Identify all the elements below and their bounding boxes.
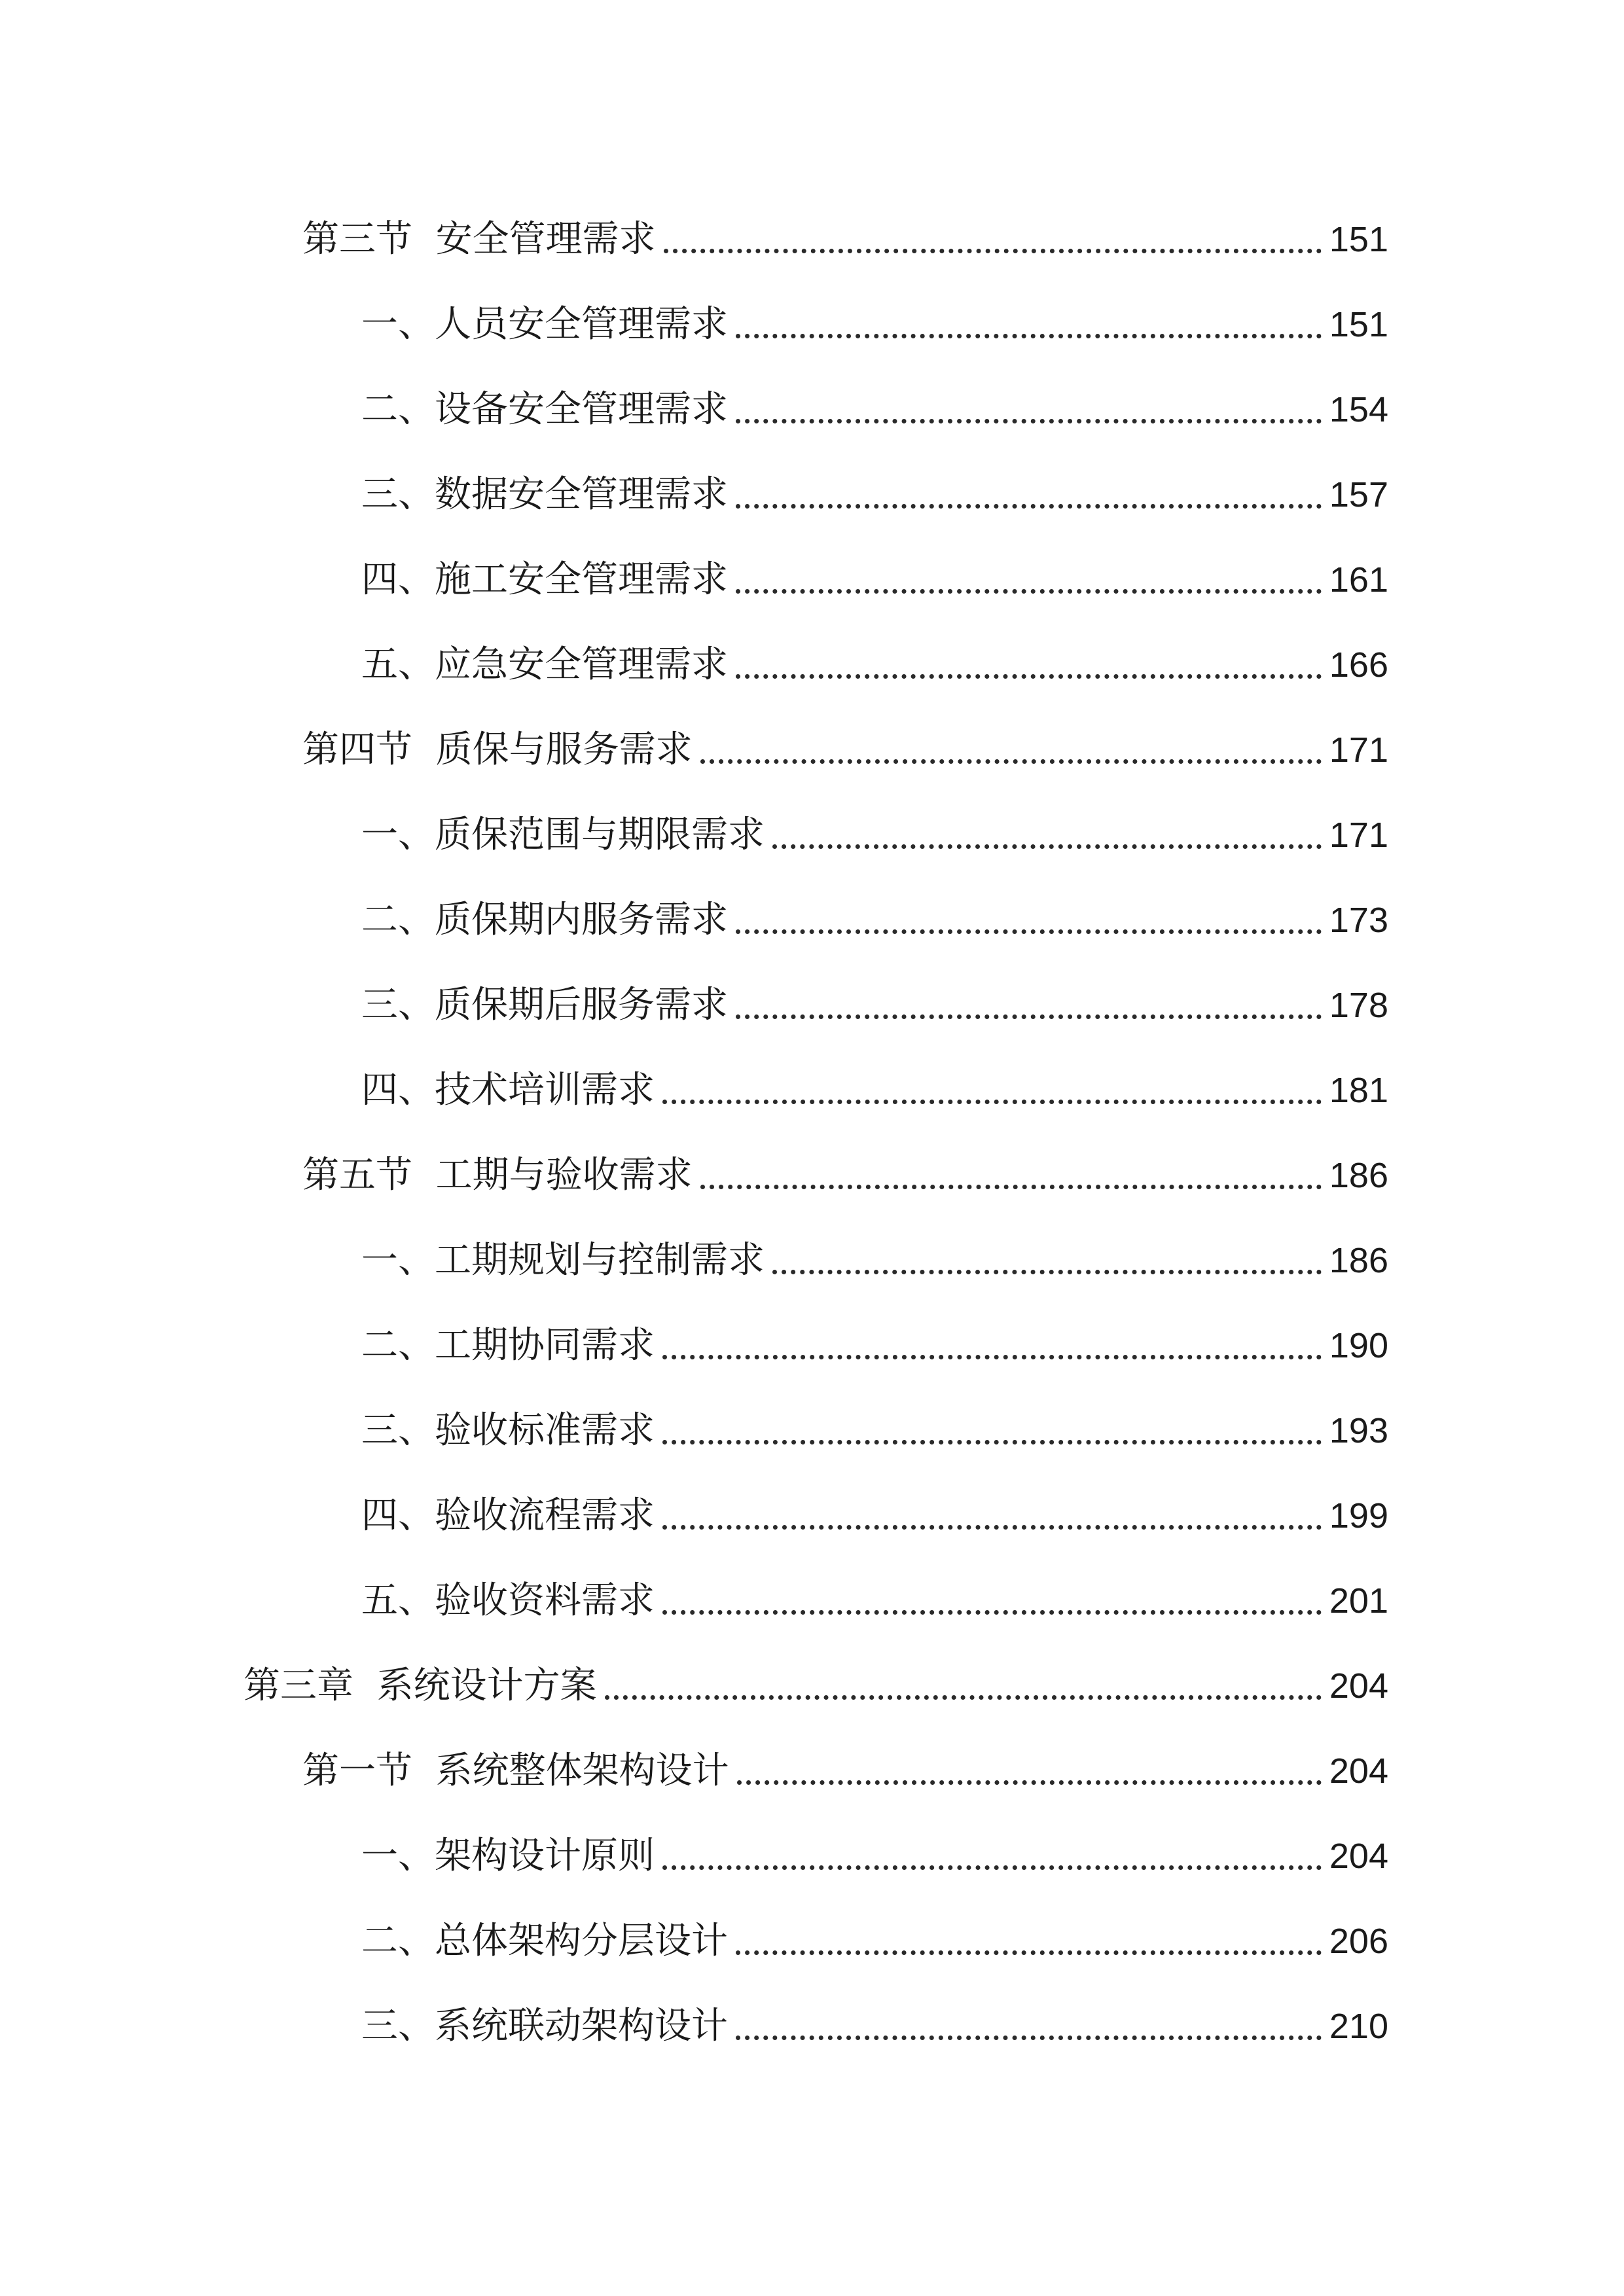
toc-page-number: 161	[1329, 560, 1388, 600]
toc-entry-subsection[interactable]	[361, 1905, 1388, 1977]
toc-dot-leader	[662, 1440, 1322, 1444]
toc-entry-chapter[interactable]	[244, 1650, 1388, 1722]
toc-page-number: 193	[1329, 1411, 1388, 1450]
toc-entry-title: 第三节 安全管理需求	[302, 218, 656, 260]
toc-entry-section[interactable]	[302, 1735, 1388, 1807]
toc-dot-leader	[700, 759, 1322, 764]
toc-entry-subsection[interactable]	[361, 884, 1388, 956]
toc-entry-title: 四、施工安全管理需求	[361, 558, 728, 601]
toc-page-number: 186	[1329, 1156, 1388, 1195]
toc-entry-title: 二、设备安全管理需求	[361, 388, 728, 431]
toc-dot-leader	[736, 504, 1322, 509]
toc-entry-title: 二、工期协同需求	[361, 1324, 655, 1367]
toc-page-number: 210	[1329, 2007, 1388, 2046]
toc-dot-leader	[737, 1780, 1322, 1785]
toc-entry-subsection[interactable]	[361, 1565, 1388, 1637]
toc-entry-title: 三、验收标准需求	[361, 1409, 655, 1452]
toc-page-number: 204	[1329, 1837, 1388, 1876]
toc-dot-leader	[736, 589, 1322, 594]
toc-entry-title: 四、验收流程需求	[361, 1494, 655, 1537]
toc-entry-subsection[interactable]	[361, 1395, 1388, 1467]
toc-entry-title: 第五节 工期与验收需求	[302, 1154, 693, 1196]
toc-page-number: 199	[1329, 1496, 1388, 1535]
toc-dot-leader	[736, 1014, 1322, 1019]
toc-dot-leader	[605, 1695, 1322, 1700]
toc-entry-title: 第四节 质保与服务需求	[302, 728, 693, 771]
toc-entry-section[interactable]	[302, 714, 1388, 786]
toc-page-number: 157	[1329, 475, 1388, 514]
toc-entry-subsection[interactable]	[361, 459, 1388, 531]
toc-dot-leader	[664, 249, 1322, 253]
toc-page-number: 206	[1329, 1922, 1388, 1961]
toc-entry-subsection[interactable]	[361, 1225, 1388, 1297]
toc-page-number: 178	[1329, 986, 1388, 1025]
toc-dot-leader	[736, 929, 1322, 934]
toc-page-number: 204	[1329, 1666, 1388, 1706]
toc-page-number: 201	[1329, 1581, 1388, 1621]
toc-entry-subsection[interactable]	[361, 374, 1388, 446]
toc-dot-leader	[736, 674, 1322, 679]
toc-page-number: 181	[1329, 1071, 1388, 1110]
toc-entry-title: 第三章 系统设计方案	[244, 1664, 597, 1707]
toc-entry-subsection[interactable]	[361, 1310, 1388, 1382]
toc-dot-leader	[662, 1525, 1322, 1530]
toc-entry-section[interactable]	[302, 1139, 1388, 1211]
toc-page-number: 186	[1329, 1241, 1388, 1280]
toc-dot-leader	[662, 1100, 1322, 1104]
toc-entry-subsection[interactable]	[361, 1990, 1388, 2062]
toc-page-number: 151	[1329, 305, 1388, 344]
toc-entry-subsection[interactable]	[361, 544, 1388, 616]
toc-page-number: 171	[1329, 816, 1388, 855]
toc-entry-subsection[interactable]	[361, 1054, 1388, 1126]
toc-entry-title: 三、数据安全管理需求	[361, 473, 728, 516]
toc-page-number: 173	[1329, 901, 1388, 940]
toc-dot-leader	[662, 1865, 1322, 1870]
toc-dot-leader	[772, 844, 1322, 849]
toc-page-number: 154	[1329, 390, 1388, 429]
toc-entry-title: 二、质保期内服务需求	[361, 899, 728, 941]
toc-dot-leader	[736, 419, 1322, 423]
toc-dot-leader	[736, 2036, 1322, 2040]
toc-dot-leader	[736, 334, 1322, 338]
toc-page-number: 204	[1329, 1751, 1388, 1791]
toc-dot-leader	[736, 1950, 1322, 1955]
toc-entry-title: 一、人员安全管理需求	[361, 303, 728, 346]
toc-dot-leader	[700, 1185, 1322, 1189]
toc-entry-title: 一、工期规划与控制需求	[361, 1239, 765, 1282]
toc-entry-subsection[interactable]	[361, 799, 1388, 871]
toc-entry-subsection[interactable]	[361, 969, 1388, 1041]
toc-page-number: 166	[1329, 645, 1388, 685]
toc-entry-subsection[interactable]	[361, 1480, 1388, 1552]
toc-entry-section[interactable]	[302, 204, 1388, 276]
toc-entry-title: 一、质保范围与期限需求	[361, 814, 765, 856]
toc-entry-title: 五、验收资料需求	[361, 1579, 655, 1622]
toc-entry-title: 第一节 系统整体架构设计	[302, 1749, 729, 1792]
toc-entry-title: 三、质保期后服务需求	[361, 984, 728, 1026]
toc-entry-title: 三、系统联动架构设计	[361, 2005, 728, 2047]
toc-entry-subsection[interactable]	[361, 1820, 1388, 1892]
toc-entry-title: 二、总体架构分层设计	[361, 1920, 728, 1962]
toc-entry-subsection[interactable]	[361, 289, 1388, 361]
toc-entry-title: 四、技术培训需求	[361, 1069, 655, 1111]
toc-page-number: 151	[1329, 220, 1388, 259]
toc-entry-subsection[interactable]	[361, 629, 1388, 701]
toc-entry-title: 五、应急安全管理需求	[361, 643, 728, 686]
toc-dot-leader	[662, 1355, 1322, 1359]
toc-page-number: 171	[1329, 730, 1388, 770]
toc-entry-title: 一、架构设计原则	[361, 1835, 655, 1877]
toc-page-number: 190	[1329, 1326, 1388, 1365]
toc-dot-leader	[662, 1610, 1322, 1615]
toc-dot-leader	[772, 1270, 1322, 1274]
